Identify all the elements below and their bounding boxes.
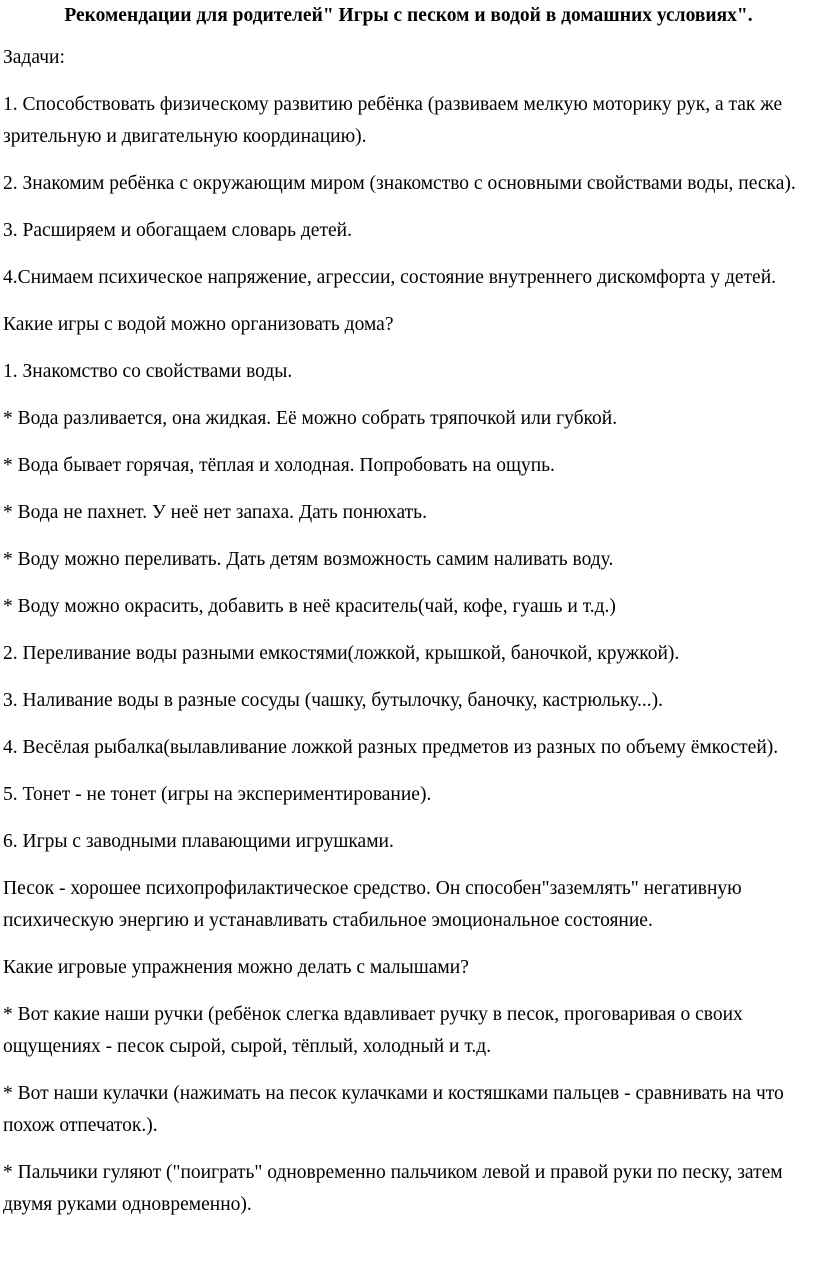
paragraph-sand-bullet-2: * Вот наши кулачки (нажимать на песок кулачками и костяшками пальцев - сравнивать на что похож отпечаток.).	[3, 1083, 784, 1136]
paragraph-water-bullet-4: * Воду можно переливать. Дать детям возможность самим наливать воду.	[3, 549, 614, 570]
paragraph-task-2: 2. Знакомим ребёнка с окружающим миром (знакомство с основными свойствами воды, песка).	[3, 173, 796, 194]
paragraph-water-games-question: Какие игры с водой можно организовать дома?	[3, 314, 394, 335]
paragraph-sand-intro: Песок - хорошее психопрофилактическое средство. Он способен"заземлять" негативную психическую энергию и устанавливать стабильное эмоциональное состояние.	[3, 878, 742, 931]
paragraph-water-item-4: 4. Весёлая рыбалка(вылавливание ложкой разных предметов из разных по объему ёмкостей).	[3, 737, 779, 758]
paragraph-water-item-1: 1. Знакомство со свойствами воды.	[3, 361, 293, 382]
paragraph-water-item-5: 5. Тонет - не тонет (игры на экспериментирование).	[3, 784, 432, 805]
paragraph-sand-games-question: Какие игровые упражнения можно делать с малышами?	[3, 957, 469, 978]
paragraph-task-1: 1. Способствовать физическому развитию ребёнка (развиваем мелкую моторику рук, а так же зрительную и двигательную координацию).	[3, 94, 783, 147]
paragraph-water-item-2: 2. Переливание воды разными емкостями(ложкой, крышкой, баночкой, кружкой).	[3, 643, 680, 664]
paragraph-task-3: 3. Расширяем и обогащаем словарь детей.	[3, 220, 352, 241]
paragraph-water-bullet-1: * Вода разливается, она жидкая. Её можно собрать тряпочкой или губкой.	[3, 408, 618, 429]
paragraph-water-bullet-2: * Вода бывает горячая, тёплая и холодная. Попробовать на ощупь.	[3, 455, 555, 476]
document-title: Рекомендации для родителей" Игры с песком и водой в домашних условиях".	[64, 5, 753, 26]
paragraph-sand-bullet-1: * Вот какие наши ручки (ребёнок слегка вдавливает ручку в песок, проговаривая о своих ощущениях - песок сырой, сырой, тёплый, холодный и т.д.	[3, 1004, 743, 1057]
paragraph-tasks-heading: Задачи:	[3, 47, 65, 68]
paragraph-water-item-6: 6. Игры с заводными плавающими игрушками.	[3, 831, 394, 852]
paragraph-task-4: 4.Снимаем психическое напряжение, агрессии, состояние внутреннего дискомфорта у детей.	[3, 267, 777, 288]
paragraph-water-bullet-5: * Воду можно окрасить, добавить в неё краситель(чай, кофе, гуашь и т.д.)	[3, 596, 616, 617]
paragraph-sand-bullet-3: * Пальчики гуляют ("поиграть" одновременно пальчиком левой и правой руки по песку, затем двумя руками одновременно).	[3, 1162, 783, 1215]
paragraph-water-bullet-3: * Вода не пахнет. У неё нет запаха. Дать понюхать.	[3, 502, 427, 523]
paragraph-water-item-3: 3. Наливание воды в разные сосуды (чашку, бутылочку, баночку, кастрюльку...).	[3, 690, 664, 711]
